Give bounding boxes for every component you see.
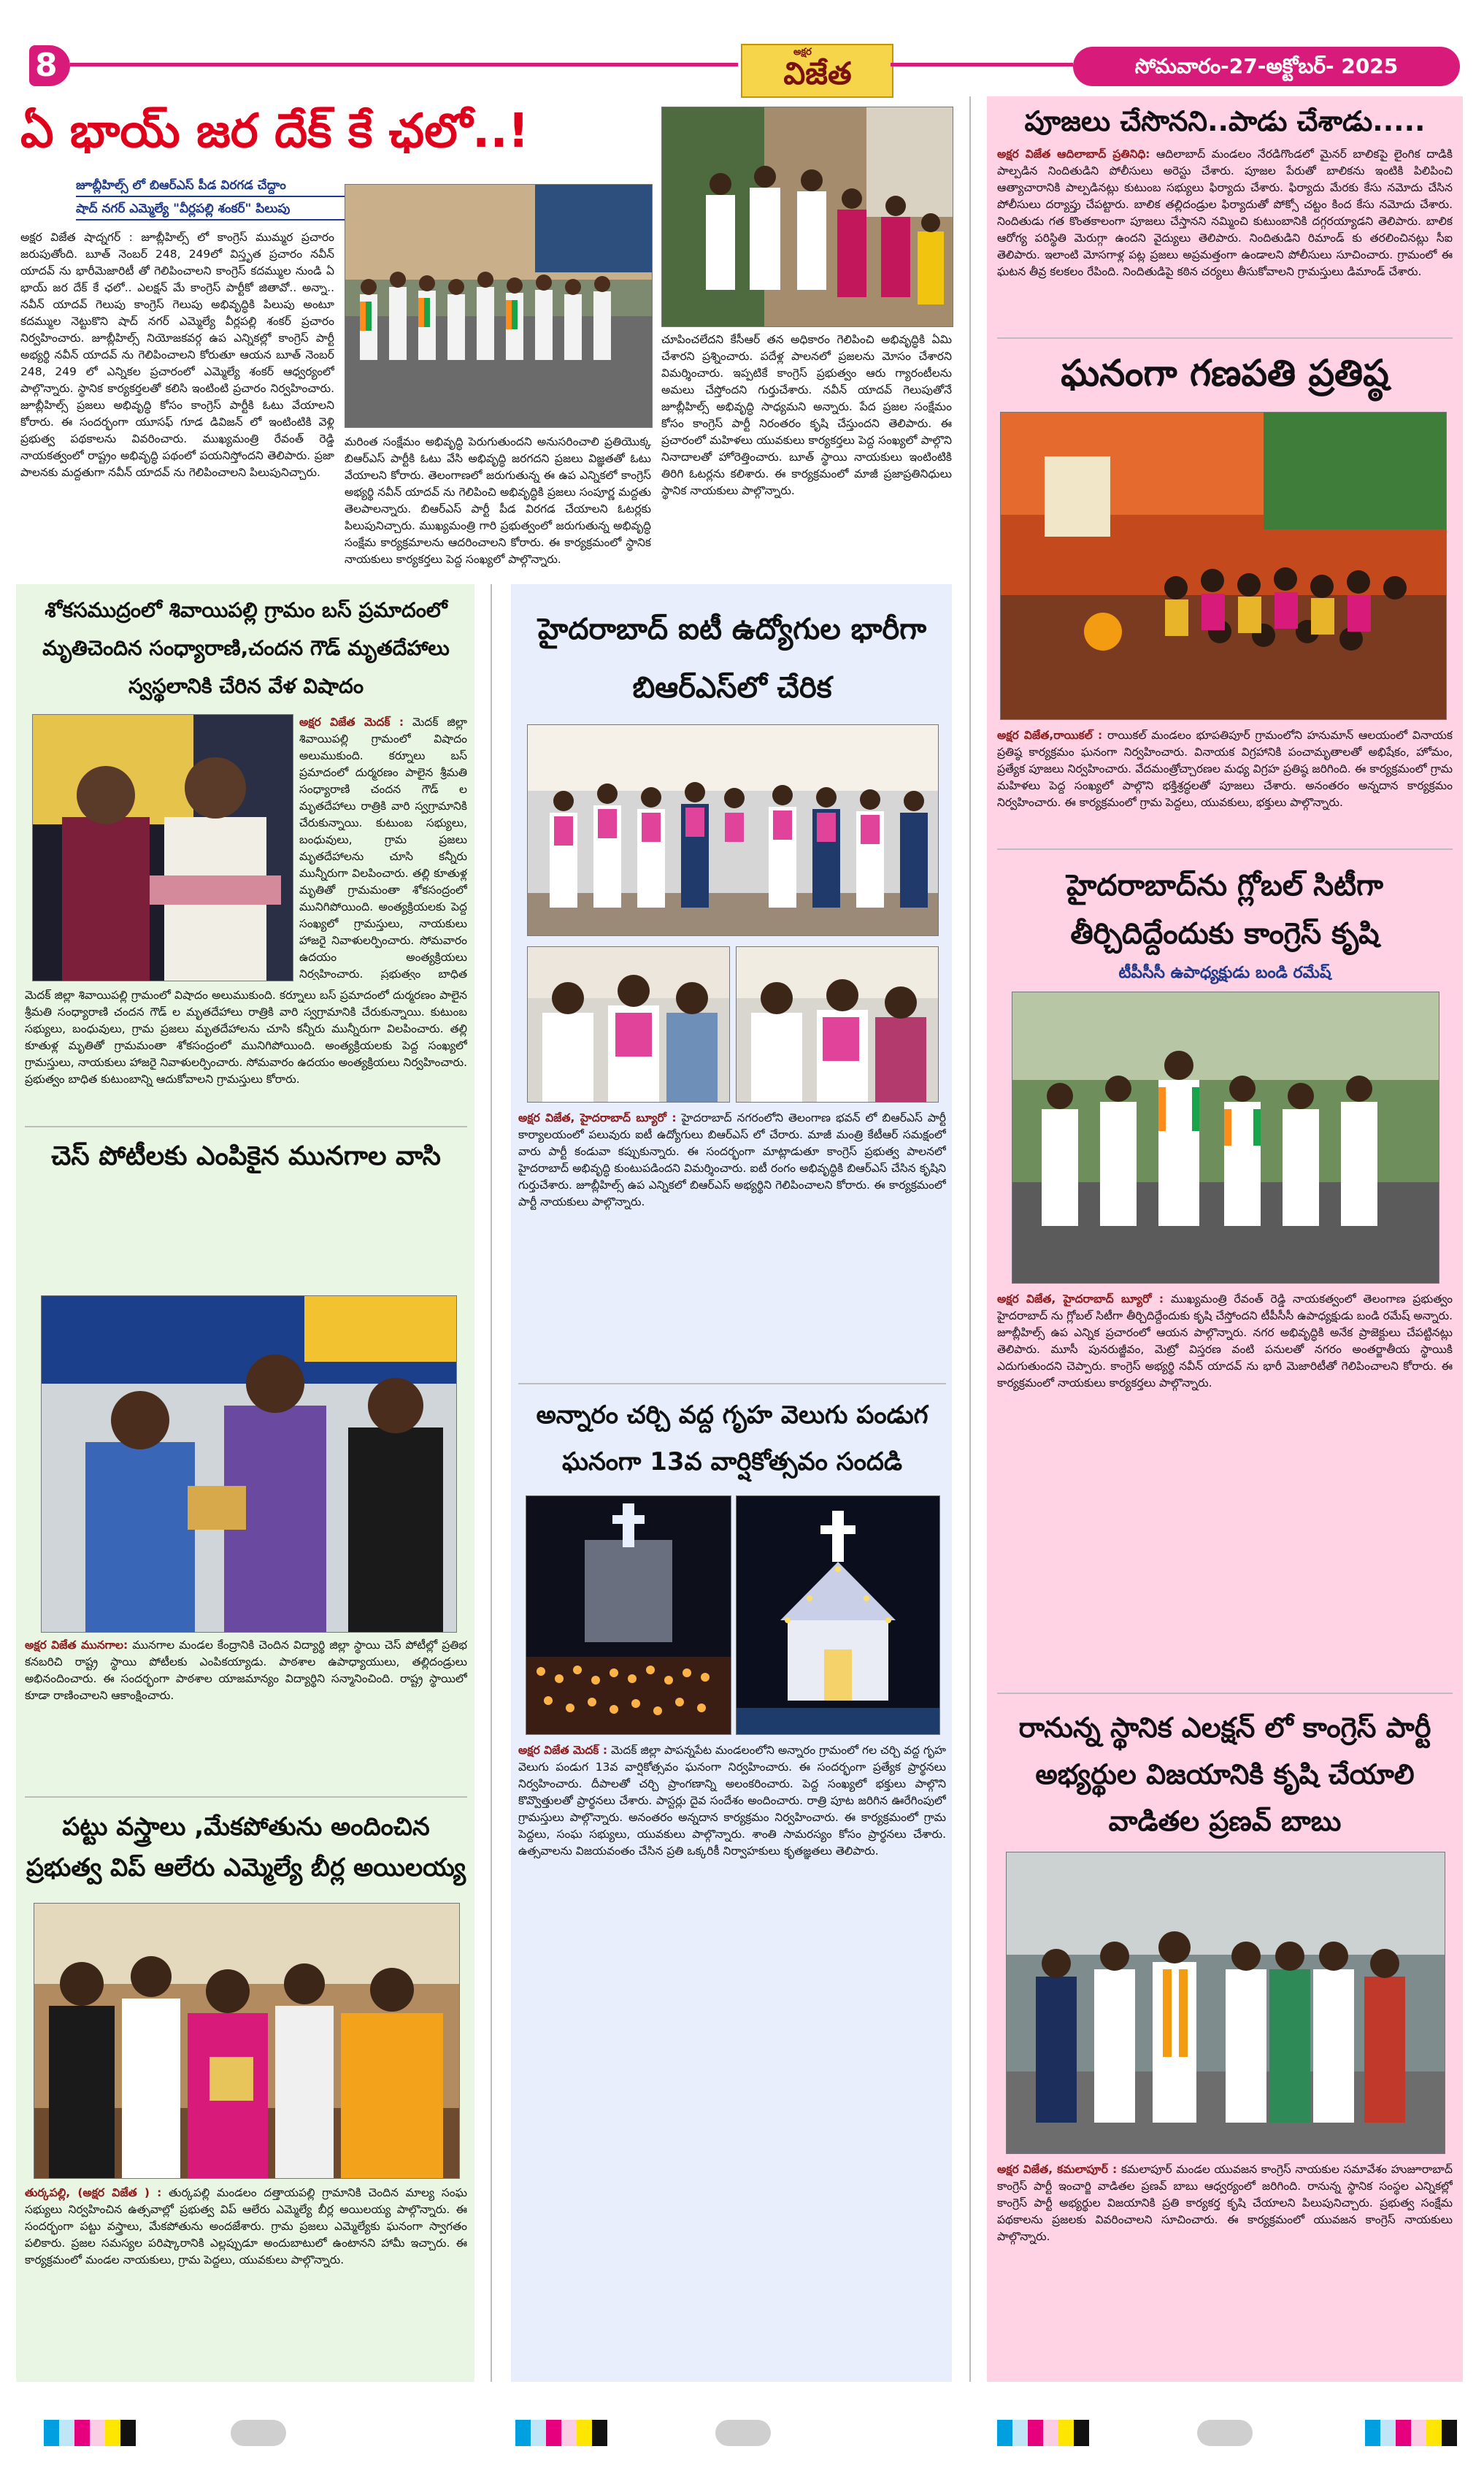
local-election-headline: రానున్న స్థానిక ఎలక్షన్ లో కాంగ్రెస్ పార్టీ అభ్యర్థుల విజయానికి కృషి చేయాలి bbox=[1018, 1712, 1431, 1790]
rule-right-2 bbox=[997, 848, 1453, 850]
story-pooja-crime bbox=[997, 96, 1453, 337]
global-city-subhead: టీపీసీసీ ఉపాధ్యక్షుడు బండి రమేష్ bbox=[1118, 964, 1331, 982]
print-mark-center bbox=[715, 2420, 771, 2446]
photo-bandi-ramesh-meeting bbox=[1012, 992, 1439, 1284]
bus-accident-body-side bbox=[299, 714, 467, 980]
ganapati-headline: ఘనంగా గణపతి ప్రతిష్ఠ bbox=[1061, 352, 1389, 394]
story-local-election bbox=[997, 1697, 1453, 2376]
date-banner bbox=[1073, 47, 1460, 86]
global-city-body bbox=[997, 1291, 1453, 1510]
local-election-text: కమలాపూర్ మండల యువజన కాంగ్రెస్ నాయకుల సమావేశం హుజూరాబాద్ కాంగ్రెస్ పార్టీ ఇంచార్జి వాడితల ప్రణవ్ బాబు ఆధ్వర్యంలో జరిగింది. రానున్న స్థానిక సంస్థల ఎన్నికల్లో కాంగ్రెస్ పార్టీ అభ్యర్థుల విజయానికి ప్రతి కార్యకర్త కృషి చేయాలని పిలుపునిచ్చారు. ప్రభుత్వ సంక్షేమ పథకాలను ప్రజలకు వివరించాలని సూచించారు. ఈ కార్యక్రమంలో యువజన కాంగ్రెస్ నాయకులు పాల్గొన్నారు. bbox=[997, 2163, 1453, 2243]
photo-mla-felicitation bbox=[34, 1903, 460, 2179]
photo-campaign-street bbox=[345, 184, 653, 428]
print-color-bar-center bbox=[515, 2420, 607, 2446]
global-city-text: ముఖ్యమంత్రి రేవంత్ రెడ్డి నాయకత్వంలో తెలంగాణ ప్రభుత్వం హైదరాబాద్ ను గ్లోబల్ సిటీగా తీర్చిదిద్దేందుకు కృషి చేస్తోందని టీపీసీసీ ఉపాధ్యక్షుడు బండి రమేష్ అన్నారు. జూబ్లీహిల్స్ ఉప ఎన్నిక ప్రచారంలో ఆయన పాల్గొన్నారు. నగర అభివృద్ధికి అనేక ప్రాజెక్టులు చేపట్టినట్లు తెలిపారు. మూసీ పునరుజ్జీవం, మెట్రో విస్తరణ వంటి పనులతో నగరం అంతర్జాతీయ స్థాయికి ఎదుగుతుందని చెప్పారు. కాంగ్రెస్ అభ్యర్థి నవీన్ యాదవ్ ను భారీ మెజారిటీతో గెలిపించాలని కోరారు. ఈ కార్యక్రమంలో నాయకులు కార్యకర్తలు పాల్గొన్నారు. bbox=[997, 1292, 1453, 1390]
it-brs-dateline: అక్షర విజేత, హైదరాబాద్ బ్యూరో : bbox=[518, 1111, 677, 1124]
pooja-text: ఆదిలాబాద్ మండలం నేరడిగొండలో మైనర్ బాలికపై లైంగిక దాడికి పాల్పడిన నిందితుడిని పోలీసులు అరెస్టు చేశారు. పూజల పేరుతో బాలికను ఇంటికి పిలిపించి ఆత్యాచారానికి పాల్పడినట్లు కుటుంబ సభ్యులు ఫిర్యాదు చేశారు. ఫిర్యాదు మేరకు కేసు నమోదు చేసిన పోలీసులు దర్యాప్తు చేపట్టారు. బాలిక తల్లిదండ్రుల ఫిర్యాదుతో పోక్సో చట్టం కింద కేసు నమోదు చేశారు. నిందితుడు గత కొంతకాలంగా పూజలు చేస్తానని నమ్మించి కుటుంబానికి దగ్గరయ్యాడని తెలిపారు. బాలిక ఆరోగ్య పరిస్థితి మెరుగ్గా ఉందని వైద్యులు తెలిపారు. నిందితుడిని రిమాండ్ కు తరలించినట్లు సీఐ తెలిపారు. ఇలాంటి మోసగాళ్ల పట్ల ప్రజలు అప్రమత్తంగా ఉండాలని పోలీసులు సూచించారు. గ్రామంలో ఈ ఘటన తీవ్ర కలకలం రేపింది. నిందితుడిపై కఠిన చర్యలు తీసుకోవాలని గ్రామస్తులు డిమాండ్ చేశారు. bbox=[997, 147, 1453, 278]
rule-col-right bbox=[969, 96, 971, 2382]
rule-col-left bbox=[491, 584, 492, 2382]
ganapati-body bbox=[997, 727, 1453, 844]
lead-headline: ఏ భాయ్ జర దేక్ కే ఛలో..! bbox=[20, 104, 529, 158]
print-mark-left bbox=[231, 2420, 286, 2446]
global-city-headline: హైదరాబాద్‌ను గ్లోబల్ సిటీగా తీర్చిదిద్దేందుకు కాంగ్రెస్ కృషి bbox=[1066, 869, 1383, 951]
masthead bbox=[0, 0, 1484, 95]
lead-subhead-2: షాద్ నగర్ ఎమ్మెల్యే "వీర్లపల్లి శంకర్" పిలుపు bbox=[76, 202, 353, 221]
chess-body bbox=[25, 1637, 467, 1754]
ganapati-dateline: అక్షర విజేత,రాయికల్ : bbox=[997, 729, 1103, 742]
photo-brs-joining-2 bbox=[736, 946, 939, 1103]
story-it-employees-brs bbox=[518, 586, 946, 1381]
print-color-bar-far-right bbox=[1365, 2420, 1457, 2446]
lead-body-mid: మరింత సంక్షేమం అభివృద్ధి పెరుగుతుందని అనుసరించాలి ప్రతియొక్క బిఆర్ఎస్ పార్టీకి ఓటు వేసి అభివృద్ధి జరగదని ప్రజలు విజ్ఞతతో ఓటు వేయాలని కోరారు. తెలంగాణలో జరుగుతున్న ఈ ఉప ఎన్నికలో కాంగ్రెస్ అభ్యర్థి నవీన్ యాదవ్ ను గెలిపించి అభివృద్ధికి ప్రజలు సంపూర్ణ మద్దతు తెలపాలన్నారు. బిఆర్ఎస్ పార్టీ పీడ విరగడ చేయాలని ఓటర్లకు పిలుపునిచ్చారు. ముఖ్యమంత్రి గారి ప్రభుత్వంలో జరుగుతున్న అభివృద్ధి సంక్షేమ కార్యక్రమాలను ఆదరించాలని కోరారు. ఈ కార్యక్రమంలో స్థానిక నాయకులు కార్యకర్తలు పెద్ద సంఖ్యలో పాల్గొన్నారు. bbox=[345, 435, 651, 566]
lead-subhead-1: జూబ్లీహిల్స్ లో బిఆర్ఎస్ పీడ విరగడ చేద్దాం bbox=[76, 178, 353, 197]
photo-church-lights bbox=[736, 1495, 940, 1735]
story-church-anniversary bbox=[518, 1387, 946, 2377]
print-color-bar-right bbox=[997, 2420, 1089, 2446]
it-brs-text: హైదరాబాద్ నగరంలోని తెలంగాణ భవన్ లో బిఆర్ఎస్ పార్టీ కార్యాలయంలో పలువురు ఐటీ ఉద్యోగులు బిఆర్ఎస్ లో చేరారు. మాజీ మంత్రి కేటీఆర్ సమక్షంలో వారు పార్టీ కండువా కప్పుకున్నారు. ఈ సందర్భంగా మాట్లాడుతూ కాంగ్రెస్ ప్రభుత్వ పాలనలో హైదరాబాద్ అభివృద్ధి కుంటుపడిందని విమర్శించారు. ఐటీ రంగం అభివృద్ధికి బిఆర్ఎస్ చేసిన కృషిని గుర్తుచేశారు. జూబ్లీహిల్స్ ఉప ఎన్నికలో బిఆర్ఎస్ అభ్యర్థిని గెలిపించాలని కోరారు. ఈ కార్యక్రమంలో పార్టీ నాయకులు పాల్గొన్నారు. bbox=[518, 1111, 946, 1208]
rule-left-2 bbox=[25, 1796, 467, 1798]
issue-date: సోమవారం-27-అక్టోబర్- 2025 bbox=[1134, 54, 1399, 78]
lead-body-left: అక్షర విజేత షాద్నగర్ : జూబ్లీహిల్స్ లో కాంగ్రెస్ ముమ్మర ప్రచారం జరుపుతోంది. బూత్ నెంబర్ 248, 249లో విస్తృత ప్రచారం నవీన్ యాదవ్ ను భారీమెజారిటీ తో గెలిపించాలని కాంగ్రెస్ కదమ్ముల నుండి ఏ భాయ్ జర దేక్ కే ఛలో.. ఎలక్షన్ మే కాంగ్రెస్ పార్టీకో జితావో.. అన్నా.. నవీన్ యాదవ్ గెలుపు కాంగ్రెస్ గెలుపు అభివృద్ధికి పిలుపు అంటూ కదమ్ముల నెట్టుకొని షాద్ నగర్ ఎమ్మెల్యే వీర్లపల్లి శంకర్ ప్రచారం నిర్వహించారు. జూబ్లీహిల్స్ నియోజకవర్గ ఉప ఎన్నికల్లో కాంగ్రెస్ పార్టీ అభ్యర్థి నవీన్ యాదవ్ ను గెలిపించాలని కోరుతూ ఆయన బూత్ నెంబర్ 248, 249 లో ఎన్నికల ప్రచారంలో ఎమ్మెల్యే శంకర్ ఆధ్వర్యంలో పాల్గొన్నారు. స్థానిక కార్యకర్తలతో కలిసి ఇంటింటి ప్రచారం నిర్వహించారు. జూబ్లీహిల్స్ ప్రజలు అభివృద్ధి కోసం కాంగ్రెస్ పార్టీకి ఓటు వేయాలని కోరారు. ఈ సందర్భంగా యూసఫ్ గూడ డివిజన్ లో ఇంటింటికి వెళ్లి ప్రభుత్వ పథకాలను వివరించారు. ముఖ్యమంత్రి రేవంత్ రెడ్డి నాయకత్వంలో రాష్ట్రం అభివృద్ధి పథంలో పయనిస్తోందని తెలిపారు. ప్రజా పాలనకు మద్దతుగా నవీన్ యాదవ్ ను గెలిపించాలని పిలుపునిచ్చారు. bbox=[20, 231, 334, 479]
pooja-dateline: అక్షర విజేత ఆదిలాబాద్ ప్రతినిధి: bbox=[997, 147, 1150, 161]
masthead-line-left bbox=[70, 63, 738, 66]
print-mark-right bbox=[1197, 2420, 1253, 2446]
story-lead bbox=[20, 96, 952, 578]
logo-small-text: అక్షర bbox=[793, 47, 812, 58]
bus-accident-headline: శోకసముద్రంలో శివాయిపల్లి గ్రామం బస్ ప్రమాదంలో మృతిచెందిన సంధ్యారాణి,చందన గౌడ్ మృతదేహాలు స్వస్థలానికి చేరిన వేళ విషాదం bbox=[42, 598, 450, 698]
beerla-dateline: తుర్కపల్లి, (అక్షర విజేత ) : bbox=[25, 2186, 162, 2199]
photo-church-candles bbox=[526, 1495, 731, 1735]
bus-accident-dateline: అక్షర విజేత మెదక్ : bbox=[299, 716, 404, 729]
church-body bbox=[518, 1742, 946, 2373]
chess-headline: చెస్ పోటీలకు ఎంపికైన మునగాల వాసి bbox=[51, 1141, 441, 1171]
local-election-dateline: అక్షర విజేత, కమలాపూర్ : bbox=[997, 2163, 1118, 2176]
beerla-headline: పట్టు వస్త్రాలు ,మేకపోతును అందించిన ప్రభుత్వ విప్ ఆలేరు ఎమ్మెల్యే బీర్ల అయిలయ్య bbox=[26, 1812, 466, 1882]
pooja-headline: పూజలు చేసొనని..పాడు చేశాడు..... bbox=[1024, 105, 1426, 137]
rule-left-1 bbox=[25, 1126, 467, 1127]
chess-dateline: అక్షర విజేత మునగాల: bbox=[25, 1639, 128, 1652]
church-text: మెదక్ జిల్లా పాపన్నపేట మండలంలోని అన్నారం గ్రామంలో గల చర్చి వద్ద గృహ వెలుగు పండుగ 13వ వార్షికోత్సవం ఘనంగా నిర్వహించారు. ఈ సందర్భంగా ప్రత్యేక ప్రార్థనలు నిర్వహించారు. దీపాలతో చర్చి ప్రాంగణాన్ని అలంకరించారు. పెద్ద సంఖ్యలో భక్తులు పాల్గొని కొవ్వొత్తులతో ప్రార్థనలు చేశారు. పాస్టర్లు దైవ సందేశం అందించారు. రాత్రి పూట జరిగిన ఊరేగింపులో గ్రామస్తులు పాల్గొన్నారు. అనంతరం అన్నదాన కార్యక్రమం నిర్వహించారు. ఈ కార్యక్రమంలో గ్రామ పెద్దలు, సంఘ సభ్యులు, యువకులు పాల్గొన్నారు. శాంతి సామరస్యం కోసం ప్రార్థనలు చేశారు. ఉత్సవాలను విజయవంతం చేసిన ప్రతి ఒక్కరికీ నిర్వాహకులు కృతజ్ఞతలు తెలిపారు. bbox=[518, 1744, 946, 1858]
church-headline: అన్నారం చర్చి వద్ద గృహ వెలుగు పండుగ ఘనంగా 13వ వార్షికోత్సవం సందడి bbox=[536, 1400, 929, 1476]
photo-pranav-babu-meeting bbox=[1006, 1852, 1445, 2154]
photo-chess-student-award bbox=[41, 1295, 457, 1633]
rule-right-3 bbox=[997, 1693, 1453, 1694]
pooja-body bbox=[997, 146, 1453, 334]
photo-deceased-mother-daughter bbox=[32, 714, 293, 981]
story-chess bbox=[25, 1130, 467, 1758]
print-color-bar-left bbox=[44, 2420, 136, 2446]
rule-center-1 bbox=[518, 1383, 946, 1384]
story-global-city bbox=[997, 853, 1453, 1621]
bus-accident-body-bottom: మెదక్ జిల్లా శివాయిపల్లి గ్రామంలో విషాదం అలుముకుంది. కర్నూలు బస్ ప్రమాదంలో దుర్మరణం పాలైన శ్రీమతి సంధ్యారాణి చందన గౌడ్ ల మృతదేహాలు రాత్రికి వారి స్వగ్రామానికి చేరుకున్నాయి. కుటుంబ సభ్యులు, బంధువులు, గ్రామ ప్రజలు మృతదేహాలను చూసి కన్నీరు మున్నీరుగా విలపించారు. తల్లి కూతుళ్ల మృతితో గ్రామమంతా శోకసంద్రంలో మునిగిపోయింది. అంత్యక్రియలకు పెద్ద సంఖ్యలో గ్రామస్తులు, నాయకులు హాజరై నివాళులర్పించారు. సోమవారం ఉదయం అంత్యక్రియలు నిర్వహించారు. ప్రభుత్వం బాధిత కుటుంబాన్ని ఆదుకోవాలని గ్రామస్తులు కోరారు. bbox=[25, 989, 467, 1086]
it-brs-body bbox=[518, 1110, 946, 1349]
bus-accident-text: మెదక్ జిల్లా శివాయిపల్లి గ్రామంలో విషాదం అలుముకుంది. కర్నూలు బస్ ప్రమాదంలో దుర్మరణం పాలైన శ్రీమతి సంధ్యారాణి చందన గౌడ్ ల మృతదేహాలు రాత్రికి వారి స్వగ్రామానికి చేరుకున్నాయి. కుటుంబ సభ్యులు, బంధువులు, గ్రామ ప్రజలు మృతదేహాలను చూసి కన్నీరు మున్నీరుగా విలపించారు. తల్లి కూతుళ్ల మృతితో గ్రామమంతా శోకసంద్రంలో మునిగిపోయింది. అంత్యక్రియలకు పెద్ద సంఖ్యలో గ్రామస్తులు, నాయకులు హాజరై నివాళులర్పించారు. సోమవారం ఉదయం అంత్యక్రియలు నిర్వహించారు. ప్రభుత్వం బాధిత bbox=[299, 716, 467, 980]
local-election-subhead: వాడితల ప్రణవ్ బాబు bbox=[1108, 1805, 1342, 1837]
photo-brs-joining-1 bbox=[527, 946, 730, 1103]
story-beerla-ailaiah bbox=[25, 1801, 467, 2377]
it-brs-headline: హైదరాబాద్ ఐటీ ఉద్యోగుల భారీగా బిఆర్ఎస్‌లో చేరిక bbox=[537, 613, 927, 705]
photo-ganapati-pooja bbox=[1000, 412, 1447, 720]
logo-main-text: విజేత bbox=[783, 55, 852, 91]
lead-body-right: చూపించలేదని కేసీఆర్ తన అధికారం గెలిపించి అభివృద్ధికి ఏమి చేశారని ప్రశ్నించారు. పదేళ్ల పాలనలో ప్రజలను మోసం చేశారని విమర్శించారు. ఇప్పటికే కాంగ్రెస్ ప్రభుత్వం ఆరు గ్యారంటీలను అమలు చేస్తోందని గుర్తుచేశారు. నవీన్ యాదవ్ గెలుపుతోనే జూబ్లీహిల్స్ అభివృద్ధి సాధ్యమని అన్నారు. పేద ప్రజల సంక్షేమం కోసం కాంగ్రెస్ పార్టీ నిరంతరం కృషి చేస్తుందని తెలిపారు. ఈ ప్రచారంలో మహిళలు యువకులు కార్యకర్తలు పెద్ద సంఖ్యలో పాల్గొని నినాదాలతో హోరెత్తించారు. బూత్ స్థాయి నాయకులు ఇంటింటికి తిరిగి ఓటర్లను కలిశారు. ఈ కార్యక్రమంలో మాజీ ప్రజాప్రతినిధులు స్థానిక నాయకులు పాల్గొన్నారు. bbox=[661, 333, 952, 497]
page-number: 8 bbox=[35, 47, 58, 84]
beerla-text: తుర్కపల్లి మండలం దత్తాయపల్లి గ్రామానికి చెందిన మాల్య సంఘ సభ్యులు నిర్వహించిన ఉత్సవాల్లో ప్రభుత్వ విప్ ఆలేరు ఎమ్మెల్యే బీర్ల అయిలయ్య పాల్గొన్నారు. ఈ సందర్భంగా పట్టు వస్త్రాలు, మేకపోతును అందజేశారు. గ్రామ ప్రజలు ఎమ్మెల్యేకు ఘనంగా స్వాగతం పలికారు. ప్రజల సమస్యల పరిష్కారానికి ఎల్లప్పుడూ అందుబాటులో ఉంటానని హామీ ఇచ్చారు. ఈ కార్యక్రమంలో మండల నాయకులు, గ్రామ పెద్దలు, యువకులు పాల్గొన్నారు. bbox=[25, 2186, 467, 2266]
global-city-dateline: అక్షర విజేత, హైదరాబాద్ బ్యూరో : bbox=[997, 1292, 1164, 1306]
masthead-logo bbox=[741, 44, 893, 98]
church-dateline: అక్షర విజేత మెదక్ : bbox=[518, 1744, 608, 1757]
photo-brs-joining-group bbox=[527, 724, 939, 936]
photo-campaign-doorstep bbox=[661, 107, 953, 327]
beerla-body bbox=[25, 2185, 467, 2375]
chess-text: మునగాల మండల కేంద్రానికి చెందిన విద్యార్థి జిల్లా స్థాయి చెస్ పోటీల్లో ప్రతిభ కనబరిచి రాష్ట్ర స్థాయి పోటీలకు ఎంపికయ్యాడు. పాఠశాల ఉపాధ్యాయులు, తల్లిదండ్రులు అభినందించారు. ఈ సందర్భంగా పాఠశాల యాజమాన్యం విద్యార్థిని సన్మానించింది. రాష్ట్ర స్థాయిలో కూడా రాణించాలని ఆకాంక్షించారు. bbox=[25, 1639, 467, 1702]
ganapati-text: రాయికల్ మండలం భూపతిపూర్ గ్రామంలోని హనుమాన్ ఆలయంలో వినాయక ప్రతిష్ఠ కార్యక్రమం ఘనంగా నిర్వహించారు. వినాయక విగ్రహానికి పంచామృతాలతో అభిషేకం, హోమం, ప్రత్యేక పూజలు నిర్వహించారు. వేదమంత్రోచ్చారణల మధ్య విగ్రహ ప్రతిష్ఠ జరిగింది. ఈ కార్యక్రమంలో గ్రామ మహిళలు పెద్ద సంఖ్యలో పాల్గొని భక్తిశ్రద్ధలతో పూజలు చేశారు. అనంతరం అన్నదాన కార్యక్రమం నిర్వహించారు. ఈ కార్యక్రమంలో గ్రామ పెద్దలు, యువకులు, భక్తులు పాల్గొన్నారు. bbox=[997, 729, 1453, 809]
rule-right-1 bbox=[997, 337, 1453, 339]
local-election-body bbox=[997, 2161, 1453, 2373]
masthead-line-right bbox=[891, 63, 1073, 66]
